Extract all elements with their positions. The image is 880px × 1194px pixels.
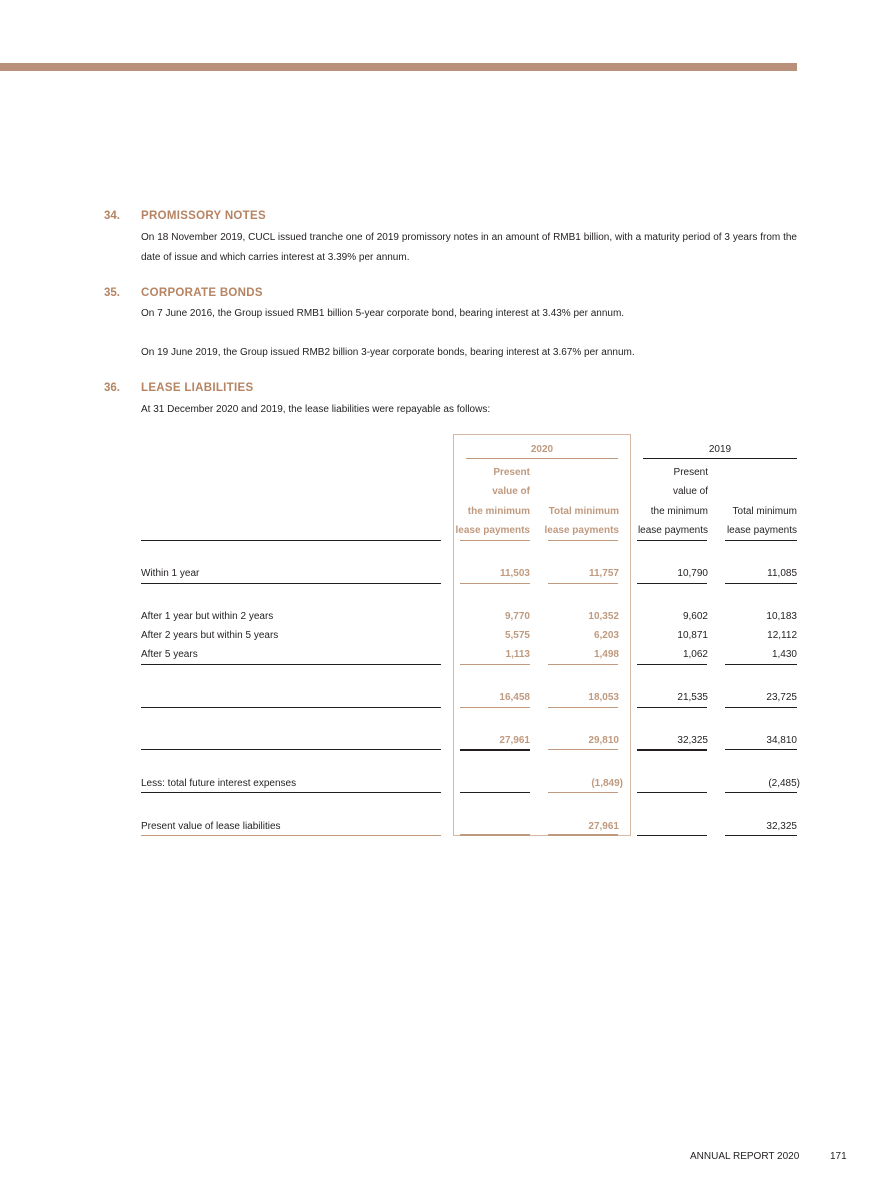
cell: 10,183	[766, 611, 797, 622]
cell: 27,961	[499, 735, 530, 746]
cell: 32,325	[677, 735, 708, 746]
rule	[725, 664, 797, 665]
rule-2019	[643, 458, 797, 459]
rule	[637, 707, 707, 708]
page-number: 171	[830, 1151, 847, 1162]
cell: 21,535	[677, 692, 708, 703]
rule	[141, 707, 441, 708]
col-pv-2020-line2: value of	[492, 486, 530, 497]
rule	[548, 749, 618, 750]
rule-h-c4	[725, 540, 797, 541]
rule	[725, 792, 797, 793]
rule	[460, 664, 530, 665]
rule	[141, 792, 441, 793]
col-pv-2019-line1: Present	[673, 467, 708, 478]
rule	[460, 707, 530, 708]
section-35-number: 35.	[104, 287, 120, 299]
cell: 18,053	[588, 692, 619, 703]
rule	[460, 749, 530, 751]
rule	[141, 583, 441, 584]
col-pv-2020-line1: Present	[493, 467, 530, 478]
col-pv-2019-line2: value of	[672, 486, 708, 497]
section-34-number: 34.	[104, 210, 120, 222]
section-35-paragraph-1: On 7 June 2016, the Group issued RMB1 billion 5-year corporate bond, bearing interest at 3.43% per annum.	[141, 308, 625, 319]
section-36-paragraph: At 31 December 2020 and 2019, the lease liabilities were repayable as follows:	[141, 404, 491, 415]
cell: 6,203	[593, 630, 619, 641]
rule	[637, 583, 707, 584]
rule	[548, 792, 618, 793]
cell: 1,062	[682, 649, 708, 660]
cell: 10,790	[677, 568, 708, 579]
row-after-2-years-label: After 2 years but within 5 years	[141, 630, 279, 641]
cell: 1,113	[505, 649, 530, 660]
section-35-paragraph-2: On 19 June 2019, the Group issued RMB2 billion 3-year corporate bonds, bearing interest at 3.67% per annum.	[141, 347, 635, 358]
cell: 29,810	[588, 735, 619, 746]
rule	[548, 834, 618, 836]
cell: 11,503	[499, 568, 530, 579]
rule	[548, 583, 618, 584]
col-pv-2020-line3: the minimum	[467, 506, 530, 517]
col-total-2019-line2: lease payments	[726, 525, 797, 536]
top-accent-bar	[0, 63, 797, 71]
cell: 16,458	[499, 692, 530, 703]
rule	[637, 835, 707, 836]
rule-label-header	[141, 540, 441, 541]
col-total-2019-line1: Total minimum	[732, 506, 797, 517]
rule	[460, 583, 530, 584]
rule	[637, 749, 707, 751]
cell: 27,961	[588, 821, 619, 832]
rule	[637, 664, 707, 665]
header-year-2019: 2019	[708, 444, 732, 455]
col-total-2020-line2: lease payments	[544, 525, 619, 536]
header-year-2020: 2020	[530, 444, 554, 455]
cell: 9,770	[504, 611, 530, 622]
rule	[460, 834, 530, 836]
rule	[548, 707, 618, 708]
rule-2020	[466, 458, 618, 459]
rule-h-c2	[548, 540, 618, 541]
cell: 32,325	[766, 821, 797, 832]
rule	[725, 707, 797, 708]
rule	[141, 835, 441, 836]
cell: 34,810	[766, 735, 797, 746]
rule	[548, 664, 618, 665]
col-pv-2019-line4: lease payments	[637, 525, 708, 536]
rule-h-c3	[637, 540, 707, 541]
rule	[725, 749, 797, 750]
cell: 1,430	[771, 649, 797, 660]
rule	[141, 664, 441, 665]
section-34-title: PROMISSORY NOTES	[141, 210, 266, 222]
cell: 12,112	[767, 630, 797, 641]
cell: 23,725	[766, 692, 797, 703]
cell: 9,602	[682, 611, 708, 622]
cell: 10,352	[588, 611, 619, 622]
col-total-2020-line1: Total minimum	[548, 506, 619, 517]
cell: 10,871	[677, 630, 708, 641]
cell: (1,849)	[591, 778, 623, 789]
row-present-value-label: Present value of lease liabilities	[141, 821, 281, 832]
row-within-1-year-label: Within 1 year	[141, 568, 200, 579]
row-after-5-years-label: After 5 years	[141, 649, 198, 660]
footer-report-title: ANNUAL REPORT 2020	[690, 1151, 800, 1162]
rule	[460, 792, 530, 793]
col-pv-2020-line4: lease payments	[455, 525, 530, 536]
section-36-title: LEASE LIABILITIES	[141, 382, 254, 394]
cell: 11,085	[767, 568, 797, 579]
cell: 11,757	[588, 568, 619, 579]
cell: 5,575	[504, 630, 530, 641]
rule	[637, 792, 707, 793]
rule-h-c1	[460, 540, 530, 541]
section-34-paragraph: On 18 November 2019, CUCL issued tranche one of 2019 promissory notes in an amount of RMB1 billion, with a maturity period of 3 years from the date of issue and which carries interest at 3.39% per annum.	[141, 232, 797, 263]
rule	[141, 749, 441, 750]
rule	[725, 835, 797, 836]
section-35-title: CORPORATE BONDS	[141, 287, 263, 299]
cell: (2,485)	[768, 778, 800, 789]
cell: 1,498	[593, 649, 619, 660]
row-less-interest-label: Less: total future interest expenses	[141, 778, 297, 789]
rule	[725, 583, 797, 584]
col-pv-2019-line3: the minimum	[650, 506, 708, 517]
section-36-number: 36.	[104, 382, 120, 394]
row-after-1-year-label: After 1 year but within 2 years	[141, 611, 274, 622]
